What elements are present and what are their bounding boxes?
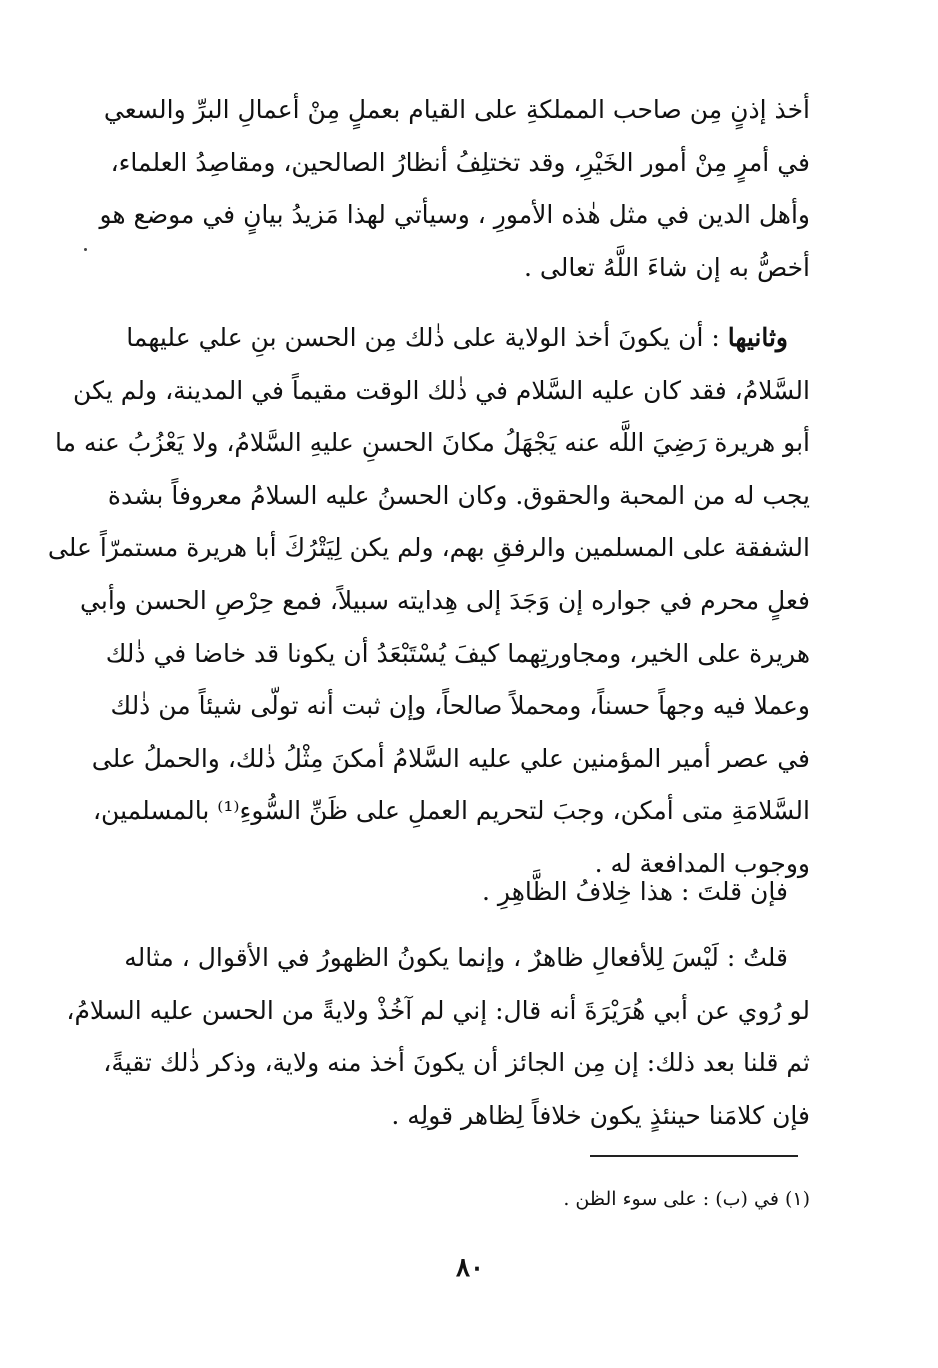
text-line: أبو هريرة رَضِيَ اللَّه عنه يَجْهَلُ مكانَ الحسنِ عليهِ السَّلامُ، ولا يَعْزُبُ عنه ما bbox=[55, 428, 810, 458]
footnote-separator bbox=[590, 1155, 798, 1157]
text-line: في أمرٍ مِنْ أمور الخَيْرِ، وقد تختلِفُ أنظارُ الصالحين، ومقاصِدُ العلماء، bbox=[110, 147, 810, 177]
text-line: لو رُوي عن أبي هُرَيْرَةَ أنه قال: إني لم آخُذْ ولايةً من الحسن عليه السلامُ، bbox=[66, 995, 810, 1025]
text-line: فإن قلتَ : هذا خِلافُ الظَّاهِرِ . bbox=[482, 877, 788, 906]
text-line-with-lead bbox=[128, 312, 810, 365]
paragraph-lead-word: وثانيها bbox=[727, 323, 788, 352]
text-line: في عصر أمير المؤمنين علي عليه السَّلامُ أمكنَ مِثْلُ ذٰلك، والحملُ على bbox=[91, 743, 810, 773]
scan-speck bbox=[84, 248, 87, 251]
text-line: أخذ إذنٍ مِن صاحب المملكةِ على القيام بعملٍ مِنْ أعمالِ البرِّ والسعي bbox=[103, 95, 810, 124]
text-line: الشفقة على المسلمين والرفقِ بهم، ولم يكن لِيَتْرُكَ أبا هريرة مستمرّاً على bbox=[47, 533, 810, 563]
paragraph-1 bbox=[99, 84, 810, 294]
text-line: يجب له من المحبة والحقوق. وكان الحسنُ عليه السلامُ معروفاً بشدة bbox=[107, 480, 810, 510]
text-line: وعملا فيه وجهاً حسناً، ومحملاً صالحاً، وإن ثبت أنه تولّى شيئاً من ذٰلك bbox=[110, 691, 810, 721]
text-line: ووجوب المدافعة له . bbox=[594, 848, 810, 878]
text-line: فإن كلامَنا حينئذٍ يكون خلافاً لِظاهر قولِه . bbox=[391, 1100, 810, 1130]
footnote: (١) في (ب) : على سوء الظن . bbox=[563, 1188, 810, 1210]
text-line-rest: : أن يكونَ أخذ الولاية على ذٰلك مِن الحسن بنِ علي عليهما bbox=[126, 323, 728, 352]
text-line: السَّلامُ، فقد كان عليه السَّلام في ذٰلك الوقت مقيماً في المدينة، ولم يكن bbox=[73, 375, 810, 405]
paragraph-4 bbox=[66, 932, 810, 1142]
text-line: قلتُ : لَيْسَ لِلأفعالِ ظاهرٌ ، وإنما يكونُ الظهورُ في الأقوال ، مثاله bbox=[124, 943, 788, 972]
text-line: السَّلامَةِ متى أمكن، وجبَ لتحريم العملِ على ظَنِّ السُّوءِ⁽¹⁾ بالمسلمين، bbox=[92, 796, 810, 826]
text-line: وأهل الدين في مثل هٰذه الأمورِ ، وسيأتي لهذا مَزيدُ بيانٍ في موضع هو bbox=[99, 200, 810, 230]
text-line: أخصُّ به إن شاءَ اللَّهُ تعالى . bbox=[524, 252, 810, 282]
paragraph-2 bbox=[47, 312, 810, 891]
page-number: ٨٠ bbox=[456, 1253, 484, 1283]
text-line: ثم قلنا بعد ذلك: إن مِن الجائز أن يكونَ أخذ منه ولاية، وذكر ذٰلك تقيةً، bbox=[103, 1048, 810, 1078]
text-line: فعلٍ محرم في جواره إن وَجَدَ إلى هِدايته سبيلاً، فمع حِرْصِ الحسن وأبي bbox=[80, 585, 810, 615]
text-line: هريرة على الخير، ومجاورتِهما كيفَ يُسْتَبْعَدُ أن يكونا قد خاضا في ذٰلك bbox=[105, 638, 810, 668]
paragraph-3 bbox=[128, 866, 810, 919]
